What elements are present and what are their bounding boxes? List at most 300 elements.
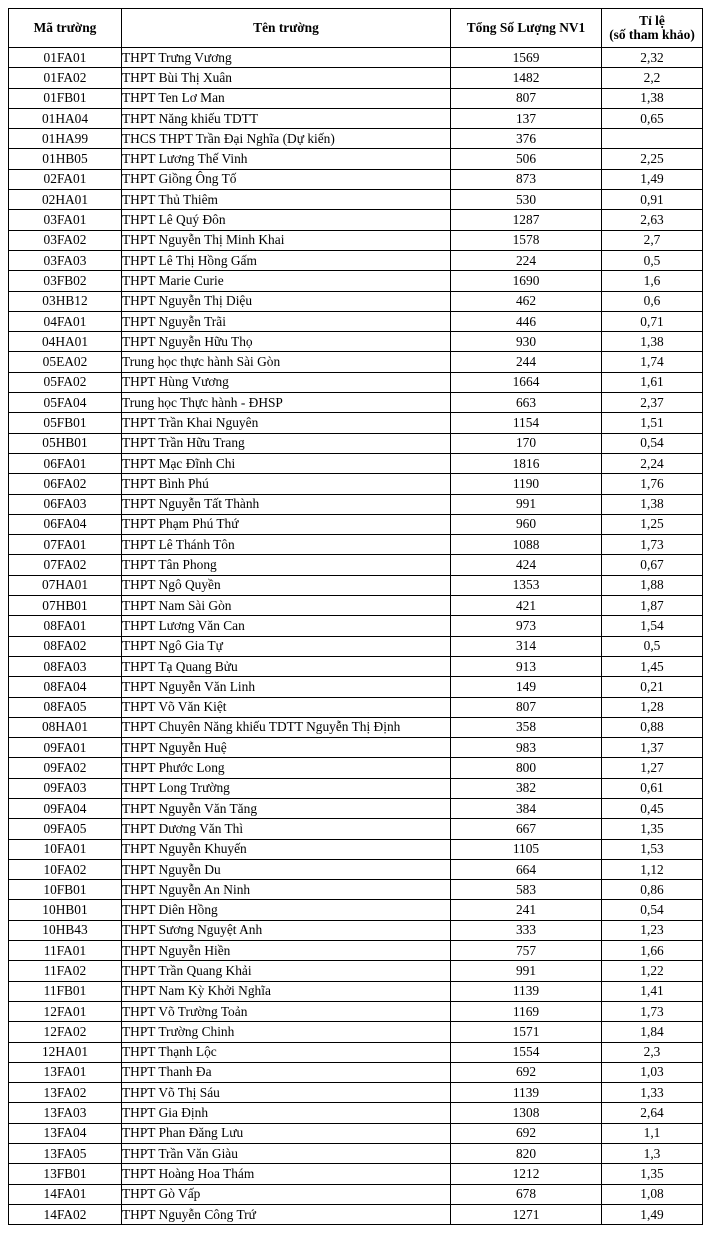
- cell-ratio: 0,6: [602, 291, 703, 311]
- table-row: [9, 900, 703, 920]
- cell-code: 01FA01: [9, 48, 122, 68]
- cell-ratio: 1,51: [602, 413, 703, 433]
- cell-ratio: 1,84: [602, 1022, 703, 1042]
- cell-count: 1578: [451, 230, 602, 250]
- cell-count: 376: [451, 129, 602, 149]
- cell-count: 530: [451, 190, 602, 210]
- table-row: [9, 352, 703, 372]
- table-row: [9, 169, 703, 189]
- cell-ratio: 1,1: [602, 1123, 703, 1143]
- cell-ratio: 1,22: [602, 961, 703, 981]
- cell-ratio: 1,45: [602, 656, 703, 676]
- cell-ratio: 1,38: [602, 494, 703, 514]
- cell-code: 10FB01: [9, 880, 122, 900]
- cell-ratio: 0,45: [602, 798, 703, 818]
- cell-code: 12HA01: [9, 1042, 122, 1062]
- table-row: [9, 413, 703, 433]
- table-row: [9, 149, 703, 169]
- cell-name: THPT Dương Văn Thì: [122, 819, 451, 839]
- header-code: Mã trường: [9, 9, 122, 48]
- cell-name: THPT Phan Đăng Lưu: [122, 1123, 451, 1143]
- table-row: [9, 656, 703, 676]
- cell-count: 692: [451, 1123, 602, 1143]
- cell-name: THPT Trần Văn Giàu: [122, 1144, 451, 1164]
- table-row: [9, 210, 703, 230]
- cell-code: 02FA01: [9, 169, 122, 189]
- cell-code: 14FA01: [9, 1184, 122, 1204]
- cell-ratio: 2,3: [602, 1042, 703, 1062]
- admission-table: [8, 8, 703, 1225]
- cell-code: 01HA04: [9, 108, 122, 128]
- cell-ratio: 1,53: [602, 839, 703, 859]
- table-row: [9, 271, 703, 291]
- cell-ratio: 0,61: [602, 778, 703, 798]
- cell-count: 1482: [451, 68, 602, 88]
- cell-count: 384: [451, 798, 602, 818]
- cell-ratio: 2,32: [602, 48, 703, 68]
- cell-code: 08FA02: [9, 636, 122, 656]
- cell-name: THPT Ngô Quyền: [122, 575, 451, 595]
- table-row: [9, 717, 703, 737]
- table-row: [9, 738, 703, 758]
- cell-ratio: 2,7: [602, 230, 703, 250]
- cell-count: 807: [451, 88, 602, 108]
- cell-code: 03FA03: [9, 250, 122, 270]
- cell-code: 13FA03: [9, 1103, 122, 1123]
- table-row: [9, 596, 703, 616]
- table-row: [9, 616, 703, 636]
- cell-name: THPT Bùi Thị Xuân: [122, 68, 451, 88]
- cell-ratio: 0,5: [602, 636, 703, 656]
- cell-ratio: 1,87: [602, 596, 703, 616]
- cell-name: THPT Nam Kỳ Khởi Nghĩa: [122, 981, 451, 1001]
- table-row: [9, 88, 703, 108]
- table-row: [9, 859, 703, 879]
- cell-count: 678: [451, 1184, 602, 1204]
- cell-code: 08HA01: [9, 717, 122, 737]
- table-row: [9, 1123, 703, 1143]
- cell-ratio: 0,86: [602, 880, 703, 900]
- cell-code: 03FA02: [9, 230, 122, 250]
- cell-name: THPT Gò Vấp: [122, 1184, 451, 1204]
- cell-count: 421: [451, 596, 602, 616]
- cell-name: THPT Mạc Đĩnh Chi: [122, 453, 451, 473]
- cell-count: 1690: [451, 271, 602, 291]
- table-row: [9, 636, 703, 656]
- cell-code: 09FA02: [9, 758, 122, 778]
- cell-code: 06FA04: [9, 514, 122, 534]
- cell-name: THPT Nguyễn Văn Linh: [122, 677, 451, 697]
- table-row: [9, 332, 703, 352]
- cell-name: THPT Marie Curie: [122, 271, 451, 291]
- cell-code: 06FA02: [9, 474, 122, 494]
- cell-code: 05EA02: [9, 352, 122, 372]
- cell-code: 13FA04: [9, 1123, 122, 1143]
- cell-ratio: 2,64: [602, 1103, 703, 1123]
- table-row: [9, 48, 703, 68]
- cell-code: 01FB01: [9, 88, 122, 108]
- table-row: [9, 778, 703, 798]
- table-row: [9, 372, 703, 392]
- cell-ratio: 1,35: [602, 819, 703, 839]
- cell-code: 04FA01: [9, 311, 122, 331]
- cell-name: THPT Lương Văn Can: [122, 616, 451, 636]
- table-header: [9, 9, 703, 48]
- cell-code: 09FA01: [9, 738, 122, 758]
- cell-ratio: 1,25: [602, 514, 703, 534]
- cell-code: 09FA05: [9, 819, 122, 839]
- cell-name: THPT Lê Thị Hồng Gấm: [122, 250, 451, 270]
- cell-count: 1154: [451, 413, 602, 433]
- cell-count: 1664: [451, 372, 602, 392]
- cell-ratio: 1,38: [602, 88, 703, 108]
- table-row: [9, 839, 703, 859]
- cell-ratio: 1,23: [602, 920, 703, 940]
- table-row: [9, 535, 703, 555]
- cell-code: 07FA01: [9, 535, 122, 555]
- cell-ratio: 0,71: [602, 311, 703, 331]
- cell-ratio: 0,54: [602, 433, 703, 453]
- cell-ratio: 1,61: [602, 372, 703, 392]
- cell-count: 913: [451, 656, 602, 676]
- cell-code: 10HB43: [9, 920, 122, 940]
- cell-name: THPT Phạm Phú Thứ: [122, 514, 451, 534]
- cell-code: 03FB02: [9, 271, 122, 291]
- cell-count: 973: [451, 616, 602, 636]
- table-row: [9, 514, 703, 534]
- cell-count: 820: [451, 1144, 602, 1164]
- cell-ratio: 1,73: [602, 535, 703, 555]
- cell-name: THPT Gia Định: [122, 1103, 451, 1123]
- cell-name: THPT Nguyễn Thị Diệu: [122, 291, 451, 311]
- cell-name: THCS THPT Trần Đại Nghĩa (Dự kiến): [122, 129, 451, 149]
- cell-name: THPT Sương Nguyệt Anh: [122, 920, 451, 940]
- cell-code: 01FA02: [9, 68, 122, 88]
- cell-name: THPT Nguyễn Hữu Thọ: [122, 332, 451, 352]
- cell-ratio: 1,03: [602, 1062, 703, 1082]
- table-row: [9, 941, 703, 961]
- cell-count: 149: [451, 677, 602, 697]
- cell-name: THPT Trưng Vương: [122, 48, 451, 68]
- cell-ratio: 2,63: [602, 210, 703, 230]
- table-row: [9, 474, 703, 494]
- cell-code: 05FA02: [9, 372, 122, 392]
- cell-count: 1271: [451, 1204, 602, 1224]
- cell-name: THPT Chuyên Năng khiếu TDTT Nguyễn Thị Định: [122, 717, 451, 737]
- cell-count: 757: [451, 941, 602, 961]
- cell-code: 13FB01: [9, 1164, 122, 1184]
- table-row: [9, 1042, 703, 1062]
- cell-ratio: 1,49: [602, 1204, 703, 1224]
- cell-count: 1169: [451, 1001, 602, 1021]
- cell-code: 03FA01: [9, 210, 122, 230]
- cell-name: THPT Năng khiếu TDTT: [122, 108, 451, 128]
- cell-ratio: 0,54: [602, 900, 703, 920]
- cell-ratio: 0,67: [602, 555, 703, 575]
- cell-code: 10FA01: [9, 839, 122, 859]
- cell-count: 930: [451, 332, 602, 352]
- cell-count: 1139: [451, 981, 602, 1001]
- cell-count: 1212: [451, 1164, 602, 1184]
- cell-count: 1554: [451, 1042, 602, 1062]
- cell-code: 05FB01: [9, 413, 122, 433]
- cell-count: 170: [451, 433, 602, 453]
- cell-code: 08FA05: [9, 697, 122, 717]
- cell-code: 08FA04: [9, 677, 122, 697]
- cell-count: 1088: [451, 535, 602, 555]
- cell-name: THPT Võ Văn Kiệt: [122, 697, 451, 717]
- cell-count: 358: [451, 717, 602, 737]
- table-row: [9, 453, 703, 473]
- cell-code: 07FA02: [9, 555, 122, 575]
- table-row: [9, 575, 703, 595]
- cell-count: 1569: [451, 48, 602, 68]
- cell-ratio: 1,49: [602, 169, 703, 189]
- cell-name: THPT Long Trường: [122, 778, 451, 798]
- cell-count: 991: [451, 961, 602, 981]
- cell-code: 06FA01: [9, 453, 122, 473]
- cell-count: 446: [451, 311, 602, 331]
- cell-ratio: 2,24: [602, 453, 703, 473]
- cell-count: 506: [451, 149, 602, 169]
- table-row: [9, 311, 703, 331]
- cell-ratio: 1,37: [602, 738, 703, 758]
- cell-count: 382: [451, 778, 602, 798]
- cell-code: 12FA01: [9, 1001, 122, 1021]
- cell-code: 01HA99: [9, 129, 122, 149]
- cell-ratio: 1,73: [602, 1001, 703, 1021]
- header-row: [9, 9, 703, 48]
- table-row: [9, 190, 703, 210]
- cell-code: 04HA01: [9, 332, 122, 352]
- cell-code: 05FA04: [9, 393, 122, 413]
- cell-name: THPT Diên Hồng: [122, 900, 451, 920]
- cell-name: THPT Phước Long: [122, 758, 451, 778]
- header-ratio-line1: Tỉ lệ: [639, 13, 665, 28]
- table-row: [9, 880, 703, 900]
- table-row: [9, 1001, 703, 1021]
- table-row: [9, 494, 703, 514]
- cell-name: THPT Thạnh Lộc: [122, 1042, 451, 1062]
- cell-code: 07HA01: [9, 575, 122, 595]
- table-row: [9, 677, 703, 697]
- cell-code: 09FA04: [9, 798, 122, 818]
- cell-ratio: 1,41: [602, 981, 703, 1001]
- cell-ratio: 1,38: [602, 332, 703, 352]
- cell-code: 13FA02: [9, 1083, 122, 1103]
- table-row: [9, 230, 703, 250]
- cell-ratio: 2,37: [602, 393, 703, 413]
- cell-count: 991: [451, 494, 602, 514]
- cell-name: THPT Trần Hữu Trang: [122, 433, 451, 453]
- cell-count: 873: [451, 169, 602, 189]
- table-row: [9, 1083, 703, 1103]
- header-count: Tổng Số Lượng NV1: [451, 9, 602, 48]
- cell-name: THPT Nguyễn Văn Tăng: [122, 798, 451, 818]
- table-row: [9, 68, 703, 88]
- cell-code: 07HB01: [9, 596, 122, 616]
- cell-name: THPT Bình Phú: [122, 474, 451, 494]
- table-row: [9, 961, 703, 981]
- cell-count: 692: [451, 1062, 602, 1082]
- cell-name: THPT Lê Thánh Tôn: [122, 535, 451, 555]
- cell-ratio: 1,3: [602, 1144, 703, 1164]
- cell-name: THPT Võ Thị Sáu: [122, 1083, 451, 1103]
- cell-ratio: 1,88: [602, 575, 703, 595]
- cell-count: 960: [451, 514, 602, 534]
- table-row: [9, 291, 703, 311]
- cell-count: 807: [451, 697, 602, 717]
- header-ratio: [602, 9, 703, 48]
- cell-ratio: 1,12: [602, 859, 703, 879]
- cell-code: 09FA03: [9, 778, 122, 798]
- cell-ratio: 0,88: [602, 717, 703, 737]
- table-row: [9, 129, 703, 149]
- cell-code: 13FA05: [9, 1144, 122, 1164]
- cell-count: 314: [451, 636, 602, 656]
- cell-count: 1139: [451, 1083, 602, 1103]
- cell-ratio: [602, 129, 703, 149]
- cell-code: 08FA03: [9, 656, 122, 676]
- cell-ratio: 1,76: [602, 474, 703, 494]
- cell-ratio: 0,65: [602, 108, 703, 128]
- table-row: [9, 1022, 703, 1042]
- cell-code: 08FA01: [9, 616, 122, 636]
- cell-count: 244: [451, 352, 602, 372]
- cell-ratio: 0,21: [602, 677, 703, 697]
- cell-code: 01HB05: [9, 149, 122, 169]
- cell-count: 667: [451, 819, 602, 839]
- cell-ratio: 1,74: [602, 352, 703, 372]
- table-row: [9, 1184, 703, 1204]
- cell-name: THPT Nam Sài Gòn: [122, 596, 451, 616]
- table-row: [9, 697, 703, 717]
- table-row: [9, 433, 703, 453]
- cell-ratio: 1,33: [602, 1083, 703, 1103]
- cell-count: 333: [451, 920, 602, 940]
- cell-name: THPT Nguyễn Khuyến: [122, 839, 451, 859]
- cell-ratio: 1,08: [602, 1184, 703, 1204]
- table-row: [9, 555, 703, 575]
- cell-count: 1287: [451, 210, 602, 230]
- cell-ratio: 1,66: [602, 941, 703, 961]
- cell-name: THPT Hùng Vương: [122, 372, 451, 392]
- cell-ratio: 2,2: [602, 68, 703, 88]
- cell-name: THPT Nguyễn Thị Minh Khai: [122, 230, 451, 250]
- table-row: [9, 1204, 703, 1224]
- table-row: [9, 250, 703, 270]
- cell-name: THPT Trần Quang Khải: [122, 961, 451, 981]
- cell-count: 1105: [451, 839, 602, 859]
- cell-name: THPT Ngô Gia Tự: [122, 636, 451, 656]
- cell-code: 12FA02: [9, 1022, 122, 1042]
- cell-count: 800: [451, 758, 602, 778]
- cell-count: 1308: [451, 1103, 602, 1123]
- cell-name: THPT Lương Thế Vinh: [122, 149, 451, 169]
- cell-ratio: 1,54: [602, 616, 703, 636]
- cell-count: 241: [451, 900, 602, 920]
- cell-code: 13FA01: [9, 1062, 122, 1082]
- cell-code: 10HB01: [9, 900, 122, 920]
- cell-ratio: 1,27: [602, 758, 703, 778]
- table-row: [9, 819, 703, 839]
- table-body: [9, 48, 703, 1225]
- cell-code: 11FB01: [9, 981, 122, 1001]
- cell-count: 1190: [451, 474, 602, 494]
- cell-code: 02HA01: [9, 190, 122, 210]
- cell-count: 1816: [451, 453, 602, 473]
- table-row: [9, 1062, 703, 1082]
- table-row: [9, 1103, 703, 1123]
- cell-count: 664: [451, 859, 602, 879]
- cell-name: THPT Võ Trường Toản: [122, 1001, 451, 1021]
- table-row: [9, 758, 703, 778]
- table-row: [9, 393, 703, 413]
- cell-name: THPT Nguyễn Công Trứ: [122, 1204, 451, 1224]
- cell-ratio: 1,28: [602, 697, 703, 717]
- table-row: [9, 981, 703, 1001]
- cell-name: THPT Nguyễn Du: [122, 859, 451, 879]
- cell-count: 1353: [451, 575, 602, 595]
- cell-count: 462: [451, 291, 602, 311]
- cell-count: 583: [451, 880, 602, 900]
- cell-count: 983: [451, 738, 602, 758]
- cell-code: 10FA02: [9, 859, 122, 879]
- cell-ratio: 1,6: [602, 271, 703, 291]
- cell-code: 11FA01: [9, 941, 122, 961]
- cell-code: 05HB01: [9, 433, 122, 453]
- cell-name: THPT Thanh Đa: [122, 1062, 451, 1082]
- cell-code: 14FA02: [9, 1204, 122, 1224]
- cell-name: THPT Lê Quý Đôn: [122, 210, 451, 230]
- cell-code: 06FA03: [9, 494, 122, 514]
- cell-count: 424: [451, 555, 602, 575]
- cell-count: 1571: [451, 1022, 602, 1042]
- table-row: [9, 920, 703, 940]
- cell-name: THPT Tân Phong: [122, 555, 451, 575]
- cell-name: THPT Ten Lơ Man: [122, 88, 451, 108]
- cell-name: Trung học thực hành Sài Gòn: [122, 352, 451, 372]
- cell-count: 137: [451, 108, 602, 128]
- cell-code: 03HB12: [9, 291, 122, 311]
- table-row: [9, 798, 703, 818]
- cell-name: THPT Trường Chinh: [122, 1022, 451, 1042]
- cell-name: Trung học Thực hành - ĐHSP: [122, 393, 451, 413]
- header-name: Tên trường: [122, 9, 451, 48]
- cell-ratio: 0,5: [602, 250, 703, 270]
- cell-ratio: 0,91: [602, 190, 703, 210]
- cell-name: THPT Nguyễn Hiền: [122, 941, 451, 961]
- cell-name: THPT Nguyễn Tất Thành: [122, 494, 451, 514]
- cell-name: THPT Nguyễn An Ninh: [122, 880, 451, 900]
- cell-name: THPT Hoàng Hoa Thám: [122, 1164, 451, 1184]
- table-row: [9, 108, 703, 128]
- cell-name: THPT Giồng Ông Tố: [122, 169, 451, 189]
- cell-name: THPT Trần Khai Nguyên: [122, 413, 451, 433]
- table-row: [9, 1144, 703, 1164]
- cell-name: THPT Tạ Quang Bửu: [122, 656, 451, 676]
- cell-name: THPT Nguyễn Huệ: [122, 738, 451, 758]
- cell-name: THPT Nguyễn Trãi: [122, 311, 451, 331]
- cell-count: 663: [451, 393, 602, 413]
- cell-name: THPT Thủ Thiêm: [122, 190, 451, 210]
- cell-count: 224: [451, 250, 602, 270]
- table-row: [9, 1164, 703, 1184]
- cell-code: 11FA02: [9, 961, 122, 981]
- cell-ratio: 1,35: [602, 1164, 703, 1184]
- header-ratio-line2: (số tham khảo): [609, 27, 695, 42]
- cell-ratio: 2,25: [602, 149, 703, 169]
